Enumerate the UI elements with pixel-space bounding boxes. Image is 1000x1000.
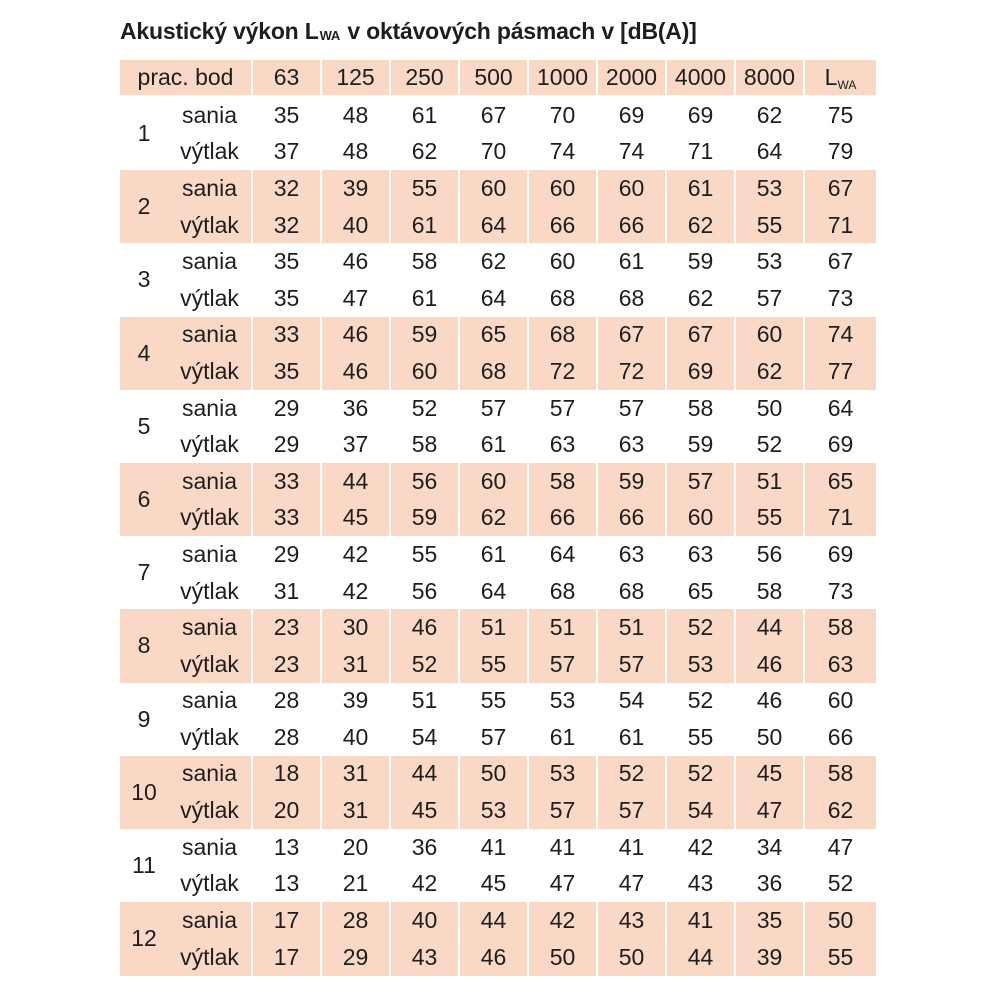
value-cell: 45	[459, 865, 528, 902]
value-cell: 40	[321, 207, 390, 244]
value-cell: 41	[597, 829, 666, 866]
table-row	[120, 792, 876, 829]
table-row	[120, 207, 876, 244]
table-row	[120, 865, 876, 902]
total-cell: 77	[804, 353, 876, 390]
mode-label: sania	[182, 833, 237, 860]
header-band: 250	[390, 60, 459, 96]
value-cell: 57	[459, 390, 528, 427]
value-cell: 17	[252, 902, 321, 939]
value-cell: 60	[459, 170, 528, 207]
operating-point: 7	[137, 559, 151, 586]
value-cell: 47	[321, 280, 390, 317]
value-cell: 17	[252, 939, 321, 976]
value-cell: 69	[597, 96, 666, 134]
value-cell: 52	[666, 756, 735, 793]
value-cell: 72	[597, 353, 666, 390]
table-row	[120, 646, 876, 683]
value-cell: 62	[390, 134, 459, 171]
header-total	[804, 60, 876, 96]
value-cell: 56	[390, 463, 459, 500]
value-cell: 62	[666, 280, 735, 317]
value-cell: 50	[735, 719, 804, 756]
value-cell: 64	[459, 573, 528, 610]
table-row	[120, 134, 876, 171]
operating-point: 3	[137, 266, 151, 293]
value-cell: 40	[321, 719, 390, 756]
value-cell: 20	[321, 829, 390, 866]
value-cell: 61	[459, 536, 528, 573]
value-cell: 50	[597, 939, 666, 976]
value-cell: 63	[666, 536, 735, 573]
value-cell: 55	[390, 170, 459, 207]
header-band: 2000	[597, 60, 666, 96]
mode-label: výtlak	[180, 577, 239, 604]
total-cell: 63	[804, 646, 876, 683]
value-cell: 59	[666, 426, 735, 463]
value-cell: 62	[459, 500, 528, 537]
value-cell: 66	[528, 500, 597, 537]
value-cell: 63	[597, 426, 666, 463]
sound-power-table	[120, 60, 876, 976]
value-cell: 55	[390, 536, 459, 573]
value-cell: 59	[390, 500, 459, 537]
value-cell: 74	[528, 134, 597, 171]
value-cell: 35	[252, 353, 321, 390]
value-cell: 60	[459, 463, 528, 500]
header-band: 8000	[735, 60, 804, 96]
table-row	[120, 170, 876, 207]
total-cell: 50	[804, 902, 876, 939]
value-cell: 57	[597, 390, 666, 427]
value-cell: 60	[528, 170, 597, 207]
value-cell: 39	[321, 170, 390, 207]
value-cell: 13	[252, 865, 321, 902]
value-cell: 68	[597, 573, 666, 610]
value-cell: 46	[390, 609, 459, 646]
value-cell: 29	[321, 939, 390, 976]
value-cell: 69	[666, 353, 735, 390]
mode-label: sania	[182, 540, 237, 567]
value-cell: 59	[390, 317, 459, 354]
value-cell: 23	[252, 609, 321, 646]
value-cell: 28	[321, 902, 390, 939]
value-cell: 20	[252, 792, 321, 829]
value-cell: 62	[735, 96, 804, 134]
table-row	[120, 902, 876, 939]
value-cell: 61	[390, 280, 459, 317]
total-cell: 64	[804, 390, 876, 427]
total-cell: 58	[804, 756, 876, 793]
mode-label: sania	[182, 394, 237, 421]
value-cell: 60	[735, 317, 804, 354]
value-cell: 43	[390, 939, 459, 976]
value-cell: 21	[321, 865, 390, 902]
title-prefix: Akustický výkon L	[120, 18, 319, 44]
value-cell: 46	[459, 939, 528, 976]
value-cell: 58	[666, 390, 735, 427]
value-cell: 40	[390, 902, 459, 939]
value-cell: 55	[459, 683, 528, 720]
value-cell: 58	[528, 463, 597, 500]
mode-label: sania	[168, 609, 252, 646]
value-cell: 61	[390, 96, 459, 134]
header-band: 125	[321, 60, 390, 96]
value-cell: 18	[252, 756, 321, 793]
value-cell: 67	[597, 317, 666, 354]
operating-point: 11	[132, 851, 156, 878]
value-cell: 57	[528, 792, 597, 829]
total-cell: 65	[804, 463, 876, 500]
value-cell: 32	[252, 207, 321, 244]
value-cell: 35	[252, 96, 321, 134]
table-row	[120, 829, 876, 866]
table-row	[120, 536, 876, 573]
value-cell: 53	[735, 243, 804, 280]
value-cell: 58	[735, 573, 804, 610]
value-cell: 68	[459, 353, 528, 390]
value-cell: 45	[390, 792, 459, 829]
value-cell: 63	[597, 536, 666, 573]
value-cell: 68	[597, 280, 666, 317]
total-cell: 75	[804, 96, 876, 134]
value-cell: 29	[252, 390, 321, 427]
operating-point: 6	[120, 463, 168, 536]
value-cell: 51	[735, 463, 804, 500]
mode-label: sania	[168, 170, 252, 207]
value-cell: 28	[252, 719, 321, 756]
total-cell: 52	[804, 865, 876, 902]
value-cell: 28	[252, 683, 321, 720]
table-row	[120, 573, 876, 610]
header-total-sub: WA	[837, 78, 857, 92]
value-cell: 65	[666, 573, 735, 610]
value-cell: 57	[528, 390, 597, 427]
value-cell: 58	[390, 426, 459, 463]
operating-point: 12	[120, 902, 168, 976]
table-row	[120, 390, 876, 427]
value-cell: 58	[390, 243, 459, 280]
total-cell: 73	[804, 573, 876, 610]
value-cell: 52	[390, 646, 459, 683]
value-cell: 68	[528, 573, 597, 610]
value-cell: 43	[597, 902, 666, 939]
table-row	[120, 243, 876, 280]
value-cell: 66	[528, 207, 597, 244]
mode-label: výtlak	[168, 939, 252, 976]
value-cell: 64	[735, 134, 804, 171]
mode-label: výtlak	[180, 870, 239, 897]
table-row	[120, 719, 876, 756]
value-cell: 39	[735, 939, 804, 976]
value-cell: 48	[321, 96, 390, 134]
value-cell: 60	[528, 243, 597, 280]
value-cell: 55	[459, 646, 528, 683]
operating-point: 5	[137, 412, 151, 439]
value-cell: 35	[252, 280, 321, 317]
value-cell: 74	[597, 134, 666, 171]
value-cell: 70	[528, 96, 597, 134]
value-cell: 34	[735, 829, 804, 866]
value-cell: 35	[735, 902, 804, 939]
value-cell: 65	[459, 317, 528, 354]
value-cell: 47	[735, 792, 804, 829]
mode-label: sania	[182, 687, 237, 714]
value-cell: 37	[321, 426, 390, 463]
table-row	[120, 683, 876, 720]
value-cell: 50	[459, 756, 528, 793]
value-cell: 44	[735, 609, 804, 646]
total-cell: 62	[804, 792, 876, 829]
value-cell: 33	[252, 317, 321, 354]
value-cell: 57	[528, 646, 597, 683]
value-cell: 41	[666, 902, 735, 939]
value-cell: 56	[390, 573, 459, 610]
mode-label: výtlak	[180, 723, 239, 750]
total-cell: 69	[804, 426, 876, 463]
operating-point: 2	[120, 170, 168, 243]
value-cell: 46	[321, 317, 390, 354]
mode-label: výtlak	[168, 500, 252, 537]
value-cell: 44	[459, 902, 528, 939]
total-cell: 67	[804, 243, 876, 280]
value-cell: 61	[597, 243, 666, 280]
total-cell: 71	[804, 500, 876, 537]
value-cell: 68	[528, 280, 597, 317]
mode-label: výtlak	[168, 646, 252, 683]
mode-label: výtlak	[168, 353, 252, 390]
value-cell: 62	[459, 243, 528, 280]
value-cell: 44	[666, 939, 735, 976]
header-band: 1000	[528, 60, 597, 96]
value-cell: 45	[321, 500, 390, 537]
value-cell: 52	[597, 756, 666, 793]
title-subscript: WA	[319, 28, 341, 43]
table-row	[120, 96, 876, 134]
value-cell: 46	[321, 243, 390, 280]
mode-label: výtlak	[180, 284, 239, 311]
value-cell: 48	[321, 134, 390, 171]
value-cell: 37	[252, 134, 321, 171]
total-cell: 74	[804, 317, 876, 354]
value-cell: 33	[252, 463, 321, 500]
operating-point: 4	[120, 317, 168, 390]
value-cell: 29	[252, 536, 321, 573]
value-cell: 53	[459, 792, 528, 829]
value-cell: 39	[321, 683, 390, 720]
value-cell: 31	[252, 573, 321, 610]
value-cell: 35	[252, 243, 321, 280]
value-cell: 51	[390, 683, 459, 720]
value-cell: 64	[528, 536, 597, 573]
value-cell: 42	[528, 902, 597, 939]
value-cell: 57	[735, 280, 804, 317]
value-cell: 55	[666, 719, 735, 756]
value-cell: 57	[666, 463, 735, 500]
value-cell: 54	[597, 683, 666, 720]
value-cell: 23	[252, 646, 321, 683]
total-cell: 58	[804, 609, 876, 646]
value-cell: 46	[735, 683, 804, 720]
total-cell: 55	[804, 939, 876, 976]
value-cell: 32	[252, 170, 321, 207]
mode-label: výtlak	[168, 792, 252, 829]
table-row	[120, 317, 876, 354]
table-row	[120, 609, 876, 646]
mode-label: sania	[182, 101, 237, 128]
value-cell: 41	[459, 829, 528, 866]
title-suffix: v oktávových pásmach v [dB(A)]	[341, 18, 697, 44]
mode-label: výtlak	[168, 207, 252, 244]
total-cell: 66	[804, 719, 876, 756]
value-cell: 71	[666, 134, 735, 171]
value-cell: 36	[321, 390, 390, 427]
value-cell: 44	[390, 756, 459, 793]
value-cell: 46	[735, 646, 804, 683]
mode-label: výtlak	[180, 138, 239, 165]
value-cell: 72	[528, 353, 597, 390]
table-row	[120, 463, 876, 500]
value-cell: 66	[597, 500, 666, 537]
table-row	[120, 756, 876, 793]
value-cell: 53	[666, 646, 735, 683]
value-cell: 43	[666, 865, 735, 902]
table-body	[120, 96, 876, 976]
value-cell: 52	[666, 683, 735, 720]
value-cell: 64	[459, 207, 528, 244]
value-cell: 67	[666, 317, 735, 354]
value-cell: 33	[252, 500, 321, 537]
value-cell: 54	[390, 719, 459, 756]
value-cell: 50	[528, 939, 597, 976]
value-cell: 61	[666, 170, 735, 207]
value-cell: 36	[390, 829, 459, 866]
mode-label: sania	[182, 248, 237, 275]
value-cell: 61	[459, 426, 528, 463]
mode-label: výtlak	[180, 431, 239, 458]
value-cell: 59	[597, 463, 666, 500]
value-cell: 47	[597, 865, 666, 902]
value-cell: 69	[666, 96, 735, 134]
value-cell: 62	[735, 353, 804, 390]
table-title	[120, 18, 697, 45]
value-cell: 67	[459, 96, 528, 134]
value-cell: 62	[666, 207, 735, 244]
value-cell: 66	[597, 207, 666, 244]
value-cell: 56	[735, 536, 804, 573]
header-row	[120, 60, 876, 96]
value-cell: 29	[252, 426, 321, 463]
mode-label: sania	[168, 463, 252, 500]
value-cell: 46	[321, 353, 390, 390]
operating-point: 10	[120, 756, 168, 829]
value-cell: 31	[321, 756, 390, 793]
value-cell: 31	[321, 646, 390, 683]
operating-point: 9	[137, 705, 151, 732]
value-cell: 57	[597, 792, 666, 829]
header-band: 4000	[666, 60, 735, 96]
total-cell: 71	[804, 207, 876, 244]
value-cell: 47	[528, 865, 597, 902]
mode-label: sania	[168, 317, 252, 354]
value-cell: 30	[321, 609, 390, 646]
mode-label: sania	[168, 902, 252, 939]
value-cell: 60	[597, 170, 666, 207]
value-cell: 42	[666, 829, 735, 866]
value-cell: 53	[528, 683, 597, 720]
value-cell: 42	[390, 865, 459, 902]
total-cell: 60	[804, 683, 876, 720]
value-cell: 52	[666, 609, 735, 646]
header-point: prac. bod	[120, 60, 252, 96]
value-cell: 57	[459, 719, 528, 756]
total-cell: 79	[804, 134, 876, 171]
value-cell: 51	[597, 609, 666, 646]
value-cell: 36	[735, 865, 804, 902]
value-cell: 53	[735, 170, 804, 207]
value-cell: 51	[459, 609, 528, 646]
value-cell: 13	[252, 829, 321, 866]
total-cell: 73	[804, 280, 876, 317]
value-cell: 63	[528, 426, 597, 463]
table-row	[120, 426, 876, 463]
value-cell: 68	[528, 317, 597, 354]
value-cell: 31	[321, 792, 390, 829]
table-row	[120, 353, 876, 390]
value-cell: 61	[528, 719, 597, 756]
value-cell: 44	[321, 463, 390, 500]
mode-label: sania	[168, 756, 252, 793]
value-cell: 52	[390, 390, 459, 427]
operating-point: 8	[120, 609, 168, 682]
value-cell: 41	[528, 829, 597, 866]
value-cell: 54	[666, 792, 735, 829]
table-row	[120, 939, 876, 976]
header-band: 500	[459, 60, 528, 96]
header-band: 63	[252, 60, 321, 96]
value-cell: 42	[321, 573, 390, 610]
value-cell: 61	[390, 207, 459, 244]
total-cell: 69	[804, 536, 876, 573]
value-cell: 64	[459, 280, 528, 317]
value-cell: 61	[597, 719, 666, 756]
value-cell: 45	[735, 756, 804, 793]
value-cell: 55	[735, 207, 804, 244]
value-cell: 57	[597, 646, 666, 683]
value-cell: 42	[321, 536, 390, 573]
value-cell: 60	[390, 353, 459, 390]
header-total-main: L	[824, 64, 838, 90]
value-cell: 51	[528, 609, 597, 646]
table-row	[120, 280, 876, 317]
value-cell: 55	[735, 500, 804, 537]
value-cell: 59	[666, 243, 735, 280]
total-cell: 67	[804, 170, 876, 207]
table-row	[120, 500, 876, 537]
value-cell: 70	[459, 134, 528, 171]
total-cell: 47	[804, 829, 876, 866]
value-cell: 53	[528, 756, 597, 793]
operating-point: 1	[137, 120, 151, 147]
value-cell: 52	[735, 426, 804, 463]
value-cell: 60	[666, 500, 735, 537]
value-cell: 50	[735, 390, 804, 427]
